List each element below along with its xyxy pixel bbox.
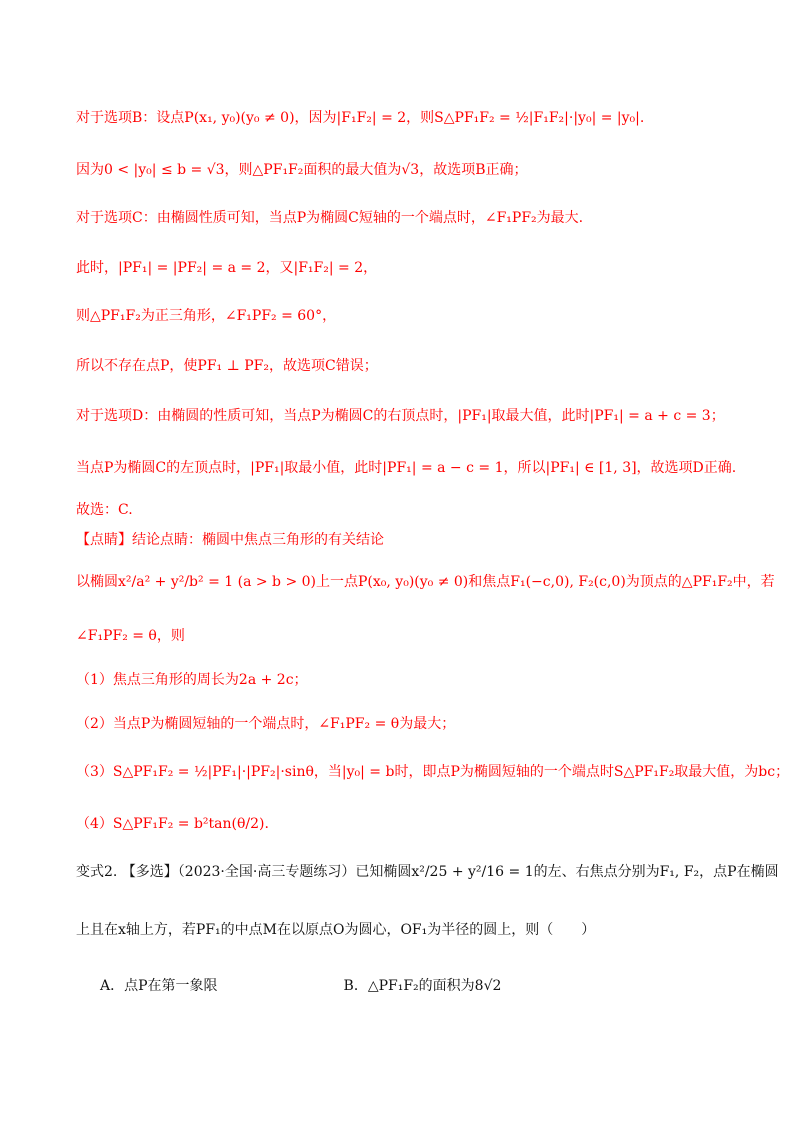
variant-2-question: 变式2. 【多选】（2023·全国·高三专题练习）已知椭圆x²/25 + y²/16 = 1的左、右焦点分别为F₁, F₂，点P在椭圆 (76, 864, 779, 880)
option-c-step-1: 此时，|PF₁| = |PF₂| = a = 2，又|F₁F₂| = 2， (76, 260, 378, 276)
variant-2-question-cont: 上且在x轴上方，若PF₁的中点M在以原点O为圆心，OF₁为半径的圆上，则（ ） (76, 922, 596, 938)
option-d-conclusion: 当点P为椭圆C的左顶点时，|PF₁|取最小值，此时|PF₁| = a − c = 1，所以|PF₁| ∈ [1, 3]，故选项D正确. (76, 460, 737, 476)
tip-heading: 【点睛】结论点睛：椭圆中焦点三角形的有关结论 (76, 532, 384, 548)
option-c-step-2: 则△PF₁F₂为正三角形，∠F₁PF₂ = 60°， (76, 308, 337, 324)
tip-premise-cont: ∠F₁PF₂ = θ，则 (76, 628, 185, 644)
option-d-analysis: 对于选项D：由椭圆的性质可知，当点P为椭圆C的右顶点时，|PF₁|取最大值，此时|PF₁| = a + c = 3； (76, 408, 725, 424)
tip-item-1: （1）焦点三角形的周长为2a + 2c； (76, 672, 308, 688)
tip-item-2: （2）当点P为椭圆短轴的一个端点时，∠F₁PF₂ = θ为最大； (76, 716, 456, 732)
tip-item-3: （3）S△PF₁F₂ = ½|PF₁|·|PF₂|·sinθ，当|y₀| = b时，即点P为椭圆短轴的一个端点时S△PF₁F₂取最大值，为bc； (76, 764, 790, 780)
tip-premise: 以椭圆x²/a² + y²/b² = 1 (a > b > 0)上一点P(x₀, y₀)(y₀ ≠ 0)和焦点F₁(−c,0), F₂(c,0)为顶点的△PF₁F₂中，若 (76, 574, 775, 590)
option-b-analysis: 对于选项B：设点P(x₁, y₀)(y₀ ≠ 0)，因为|F₁F₂| = 2，则S△PF₁F₂ = ½|F₁F₂|·|y₀| = |y₀|. (76, 110, 645, 126)
option-c-conclusion: 所以不存在点P，使PF₁ ⊥ PF₂，故选项C错误； (76, 358, 378, 374)
tip-item-4: （4）S△PF₁F₂ = b²tan(θ/2). (76, 816, 269, 832)
answer-line: 故选：C. (76, 502, 133, 518)
variant-2-options-ab: A．点P在第一象限 B．△PF₁F₂的面积为8√2 (100, 978, 502, 994)
option-b-conclusion: 因为0 < |y₀| ≤ b = √3，则△PF₁F₂面积的最大值为√3，故选项B正确； (76, 162, 528, 178)
option-c-analysis: 对于选项C：由椭圆性质可知，当点P为椭圆C短轴的一个端点时，∠F₁PF₂为最大. (76, 210, 584, 226)
